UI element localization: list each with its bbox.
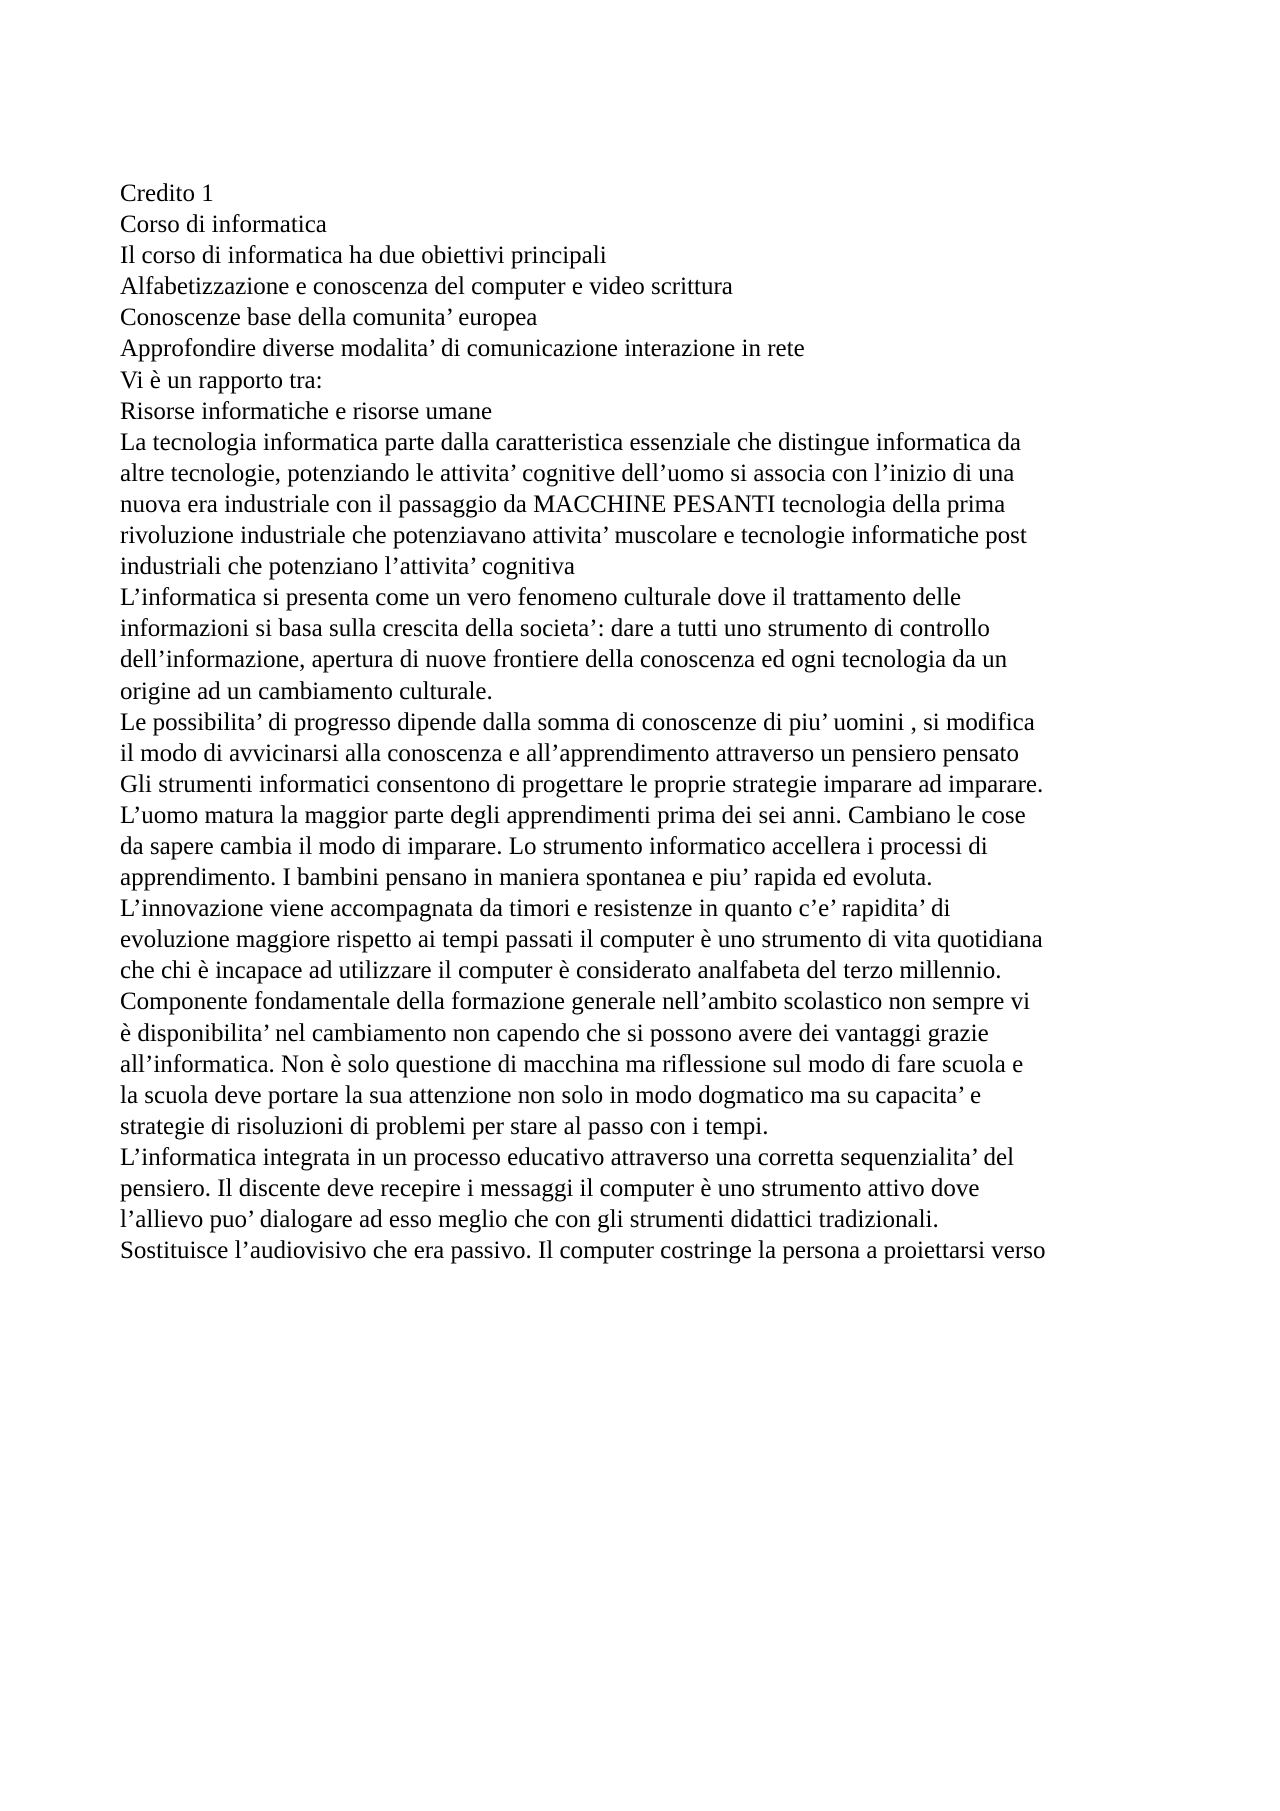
text-line: L’innovazione viene accompagnata da timori e resistenze in quanto c’e’ rapidita’ di: [120, 895, 951, 923]
text-line: che chi è incapace ad utilizzare il computer è considerato analfabeta del terzo millennio.: [120, 957, 1002, 985]
text-line: L’uomo matura la maggior parte degli apprendimenti prima dei sei anni. Cambiano le cose: [120, 801, 1026, 829]
text-line: Alfabetizzazione e conoscenza del computer e video scrittura: [120, 273, 733, 301]
text-line: Le possibilita’ di progresso dipende dalla somma di conoscenze di piu’ uomini , si modifica: [120, 708, 1035, 736]
text-line: strategie di risoluzioni di problemi per stare al passo con i tempi.: [120, 1112, 769, 1140]
text-line: informazioni si basa sulla crescita della societa’: dare a tutti uno strumento di controllo: [120, 615, 990, 643]
text-line: la scuola deve portare la sua attenzione non solo in modo dogmatico ma su capacita’ e: [120, 1081, 982, 1109]
document-heading: Credito 1: [120, 180, 214, 207]
text-line: Approfondire diverse modalita’ di comunicazione interazione in rete: [120, 335, 805, 363]
text-line: rivoluzione industriale che potenziavano attivita’ muscolare e tecnologie informatiche post: [120, 522, 1027, 550]
text-line: Conoscenze base della comunita’ europea: [120, 304, 538, 332]
text-line: Risorse informatiche e risorse umane: [120, 397, 493, 425]
text-line: Sostituisce l’audiovisivo che era passivo. Il computer costringe la persona a proiettarsi verso: [120, 1237, 1046, 1265]
text-line: l’allievo puo’ dialogare ad esso meglio che con gli strumenti didattici tradizionali.: [120, 1206, 939, 1234]
text-line: altre tecnologie, potenziando le attivita’ cognitive dell’uomo si associa con l’inizio di una: [120, 459, 1015, 487]
text-line: evoluzione maggiore rispetto ai tempi passati il computer è uno strumento di vita quotidiana: [120, 926, 1043, 954]
text-line: L’informatica integrata in un processo educativo attraverso una corretta sequenzialita’ del: [120, 1143, 1015, 1171]
text-line: il modo di avvicinarsi alla conoscenza e all’apprendimento attraverso un pensiero pensato: [120, 739, 1019, 767]
text-line: all’informatica. Non è solo questione di macchina ma riflessione sul modo di fare scuola e: [120, 1050, 1024, 1078]
document-body: [120, 178, 1180, 1266]
text-line: Vi è un rapporto tra:: [120, 366, 323, 394]
text-line: da sapere cambia il modo di imparare. Lo strumento informatico accellera i processi di: [120, 832, 988, 860]
text-line: Il corso di informatica ha due obiettivi principali: [120, 242, 607, 270]
text-line: dell’informazione, apertura di nuove frontiere della conoscenza ed ogni tecnologia da un: [120, 646, 1008, 674]
text-line: pensiero. Il discente deve recepire i messaggi il computer è uno strumento attivo dove: [120, 1175, 980, 1202]
text-line: industriali che potenziano l’attivita’ cognitiva: [120, 553, 575, 581]
text-line: L’informatica si presenta come un vero fenomeno culturale dove il trattamento delle: [120, 584, 962, 612]
text-line: Corso di informatica: [120, 211, 327, 239]
text-line: è disponibilita’ nel cambiamento non capendo che si possono avere dei vantaggi grazie: [120, 1019, 989, 1047]
text-line: La tecnologia informatica parte dalla caratteristica essenziale che distingue informatica da: [120, 428, 1021, 456]
text-line: Componente fondamentale della formazione generale nell’ambito scolastico non sempre vi: [120, 988, 1031, 1016]
text-line: Gli strumenti informatici consentono di progettare le proprie strategie imparare ad imparare.: [120, 770, 1044, 798]
text-line: apprendimento. I bambini pensano in maniera spontanea e piu’ rapida ed evoluta.: [120, 864, 933, 892]
text-line: origine ad un cambiamento culturale.: [120, 677, 493, 705]
text-line: nuova era industriale con il passaggio da MACCHINE PESANTI tecnologia della prima: [120, 490, 1006, 518]
